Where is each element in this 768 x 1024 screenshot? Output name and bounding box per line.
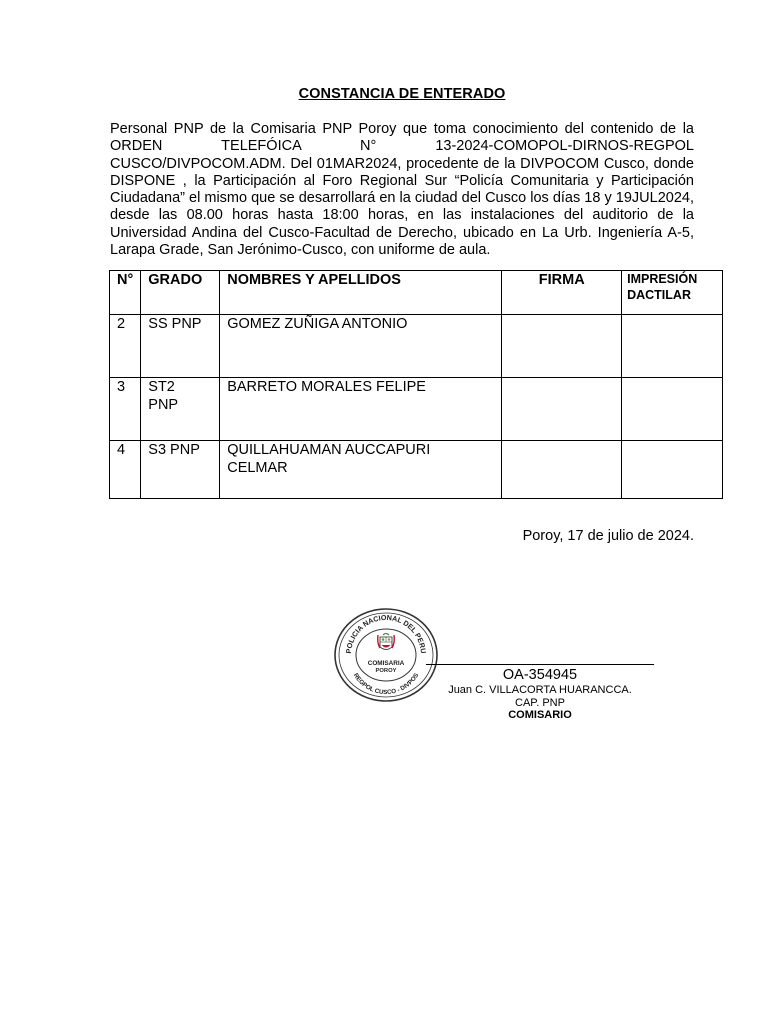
table-header-row	[110, 271, 723, 315]
date-line: Poroy, 17 de julio de 2024.	[522, 528, 694, 544]
table-row	[110, 315, 723, 378]
signature-cell	[502, 315, 622, 378]
header-signature: FIRMA	[502, 271, 622, 315]
fingerprint-cell	[622, 378, 723, 441]
signer-post: COMISARIO	[508, 709, 572, 721]
header-fingerprint-line1: IMPRESIÓN	[627, 272, 698, 286]
signer-rank: CAP. PNP	[515, 697, 565, 709]
fingerprint-cell	[622, 315, 723, 378]
row-grade-line2: PNP	[148, 396, 179, 413]
signature-code: OA-354945	[502, 667, 578, 683]
seal-center-line1: COMISARIA	[367, 660, 405, 667]
seal-top-text: POLICIA NACIONAL DEL PERU	[343, 612, 429, 654]
row-name: BARRETO MORALES FELIPE	[220, 378, 502, 441]
row-num: 3	[110, 378, 141, 441]
signer-name: Juan C. VILLACORTA HUARANCCA.	[448, 684, 632, 696]
row-name-word: QUILLAHUAMAN	[227, 442, 342, 458]
header-grade: GRADO	[141, 271, 220, 315]
row-name-word: AUCCAPURI	[344, 442, 431, 458]
signature-cell	[502, 378, 622, 441]
table-row	[110, 441, 723, 499]
row-num: 2	[110, 315, 141, 378]
row-grade	[141, 378, 220, 441]
page-title: CONSTANCIA DE ENTERADO	[298, 86, 506, 102]
intro-paragraph: Personal PNP de la Comisaria PNP Poroy que toma conocimiento del contenido de la ORDEN TELEFÓICA N° 13-2024-COMOPOL-DIRNOS-REGPOL CUSCO/DIVPOCOM.ADM. Del 01MAR2024, procedente de la DIVPOCOM Cusco, donde DISPONE , la Participación al Foro Regional Sur “Policía Comunitaria y Participación Ciudadana” el mismo que se desarrollará en la ciudad del Cusco los días 18 y 19JUL2024, desde las 08.00 horas hasta 18:00 horas, en las instalaciones del auditorio de la Universidad Andina del Cusco-Facultad de Derecho, ubicado en La Urb. Ingeniería A-5, Larapa Grade, San Jerónimo-Cusco, con uniforme de aula.	[110, 121, 694, 259]
fingerprint-cell	[622, 441, 723, 499]
personnel-table	[109, 270, 723, 499]
table-row	[110, 378, 723, 441]
row-name	[220, 441, 502, 499]
header-fingerprint	[622, 271, 723, 315]
row-grade-line1: ST2	[148, 379, 175, 395]
row-name: GOMEZ ZUÑIGA ANTONIO	[220, 315, 502, 378]
header-num: N°	[110, 271, 141, 315]
seal-bottom-text: REGPOL CUSCO - DIVPOS	[351, 672, 421, 697]
header-fingerprint-line2: DACTILAR	[627, 287, 691, 302]
row-grade: S3 PNP	[141, 441, 220, 499]
row-num: 4	[110, 441, 141, 499]
row-grade: SS PNP	[141, 315, 220, 378]
row-name-word: CELMAR	[227, 459, 288, 476]
header-names: NOMBRES Y APELLIDOS	[220, 271, 502, 315]
seal-center-line2: POROY	[375, 668, 397, 674]
signature-cell	[502, 441, 622, 499]
signature-line	[426, 664, 654, 665]
